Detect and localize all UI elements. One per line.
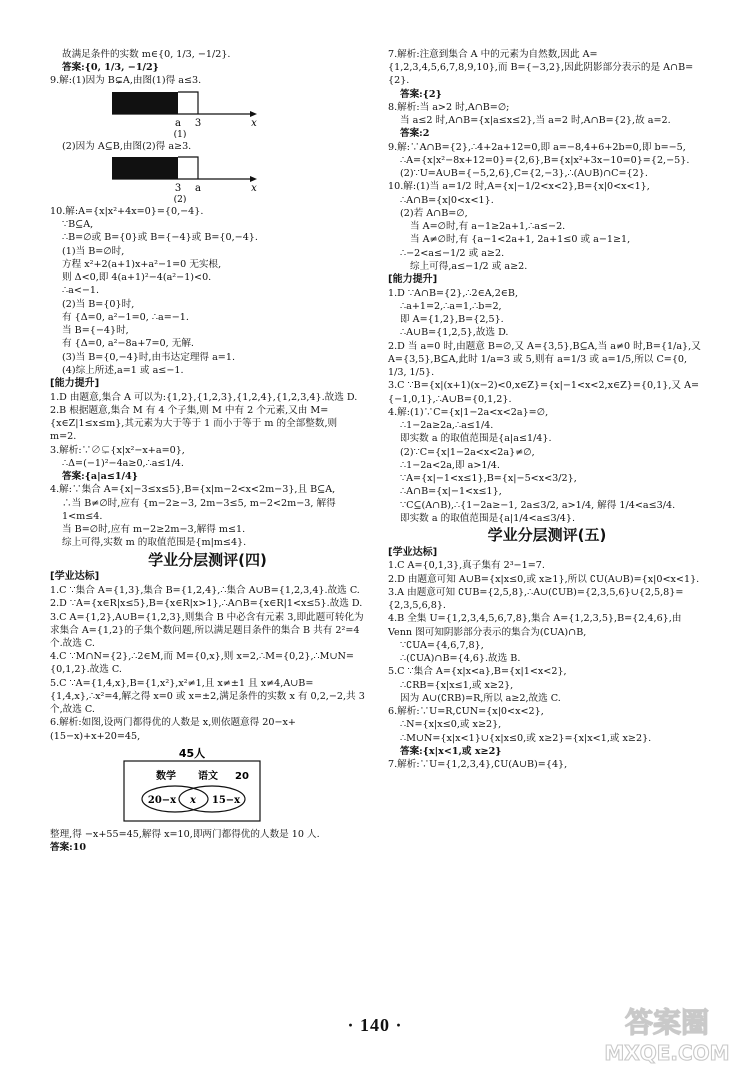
text-line: (2)因为 A⊆B,由图(2)得 a≥3. [62,140,192,152]
text-line: 1.D ∵A∩B={2},∴2∈A,2∈B, [388,287,519,299]
tick-label: a [175,117,181,129]
subsection-heading: 答案:10 [50,842,87,854]
text-line: 2.D 由题意可知 A∪B={x|x≤0,或 x≥1},所以 ∁U(A∪B)={x|0<x<1}. [388,573,700,585]
text-line: ∴A∩B={x|0<x<1}. [400,194,494,206]
text-line: 因为 A∪(∁RB)=R,所以 a≥2,故选 C. [400,692,561,704]
text-line: 当 B=∅时,应有 m−2≥2m−3,解得 m≤1. [62,524,246,536]
subsection-heading: 答案:{0, 1/3, −1/2} [62,62,159,74]
subsection-heading: [学业达标] [50,571,100,583]
text-line: 1.C A={0,1,3},真子集有 2³−1=7. [388,560,545,572]
text-line: 整理,得 −x+55=45,解得 x=10,即两门都得优的人数是 10 人. [50,828,320,840]
text-line: ∴−2<a≤−1/2 或 a≥2. [400,247,505,259]
axis-arrow [250,176,257,182]
text-line: 6.解析:∵U=R,∁UN={x|0<x<2}, [388,706,544,718]
subsection-heading: [能力提升] [388,273,438,285]
text-line: 有 {Δ=0, a²−1=0, ∴a=−1. [62,311,189,323]
text-line: 方程 x²+2(a+1)x+a²−1=0 无实根, [62,258,222,270]
tick-label: a [195,182,201,194]
subsection-heading: 答案:{2} [400,88,442,100]
text-line: 则 Δ<0,即 4(a+1)²−4(a²−1)<0. [62,272,212,284]
text-line: ∵B⊆A, [62,219,94,231]
axis-label: x [251,117,257,129]
venn-math-label: 数学 [156,770,176,782]
right-column [388,48,706,771]
section-title: 学业分层测评(五) [487,526,607,544]
left-column [50,48,365,854]
text-line: ∴A∩B={x|−1<x≤1}, [400,486,502,498]
text-line: ∴1−2a<2a,即 a>1/4. [400,459,500,471]
venn-total: 45人 [178,746,206,760]
text-line: ∴∁RB={x|x≤1,或 x≥2}, [400,679,514,691]
text-line: 7.解析:注意到集合 A 中的元素为自然数,因此 A={1,2,3,4,5,6,7,8,9,10},而 B={−3,2},因此阴影部分表示的是 A∩B={2}. [388,49,694,87]
text-line: ∴A∪B={1,2,5},故选 D. [400,327,509,339]
text-line: 即实数 a 的取值范围是{a|a≤1/4}. [400,433,552,445]
text-line: 当 A=∅时,有 a−1≥2a+1,∴a≤−2. [410,221,566,233]
set-bracket [178,157,198,179]
text-line: 2.D 当 a=0 时,由题意 B=∅,又 A={3,5},B⊆A,当 a≠0 时,B={1/a},又 A={3,5},B⊆A,此时 1/a=3 或 5,则有 a=1/3 或 a=1/5,所以 C={0, 1/3, 1/5}. [388,340,701,379]
watermark-logo [592,1000,742,1066]
text-line: 综上可得,实数 m 的取值范围是{m|m≤4}. [62,537,247,549]
text-line: 3.C ∵B={x|(x+1)(x−2)<0,x∈Z}={x|−1<x<2,x∈Z}={0,1},又 A={−1,0,1},∴A∪B={0,1,2}. [388,380,700,405]
venn-chinese-label: 语文 [198,770,218,782]
text-line: 有 {Δ=0, a²−8a+7=0, 无解. [62,338,194,350]
text-line: (2)若 A∩B=∅, [400,207,468,219]
text-line: ∴M∪N={x|x<1}∪{x|x≤0,或 x≥2}={x|x<1,或 x≥2}. [400,732,652,744]
text-line: 4.解:(1)∵C={x|1−2a<x<2a}=∅, [388,406,549,418]
text-line: ∵∁UA={4,6,7,8}, [400,639,484,651]
tick-label: 3 [174,182,182,194]
subsection-heading: [能力提升] [50,377,100,389]
text-line: (4)综上所述,a=1 或 a≤−1. [62,364,184,376]
text-line: 4.解:∵集合 A={x|−3≤x≤5},B={x|m−2<x<2m−3},且 B⊆A, [50,484,336,496]
text-line: ∴N={x|x≤0,或 x≥2}, [400,719,502,731]
text-line: ∴A={x|x²−8x+12=0}={2,6},B={x|x²+3x−10=0}={2,−5}. [400,154,690,166]
figure-caption: (1) [173,129,187,138]
subsection-heading: 答案:2 [400,128,430,140]
text-line: 5.C ∵集合 A={x|x<a},B={x|1<x<2}, [388,666,567,678]
subsection-heading: 答案:{a|a≤1/4} [62,471,138,483]
figure-1 [110,90,365,138]
text-line: (1)当 B=∅时, [62,245,125,257]
fig1-diagram [110,90,260,138]
text-line: 4.C ∵M∩N={2},∴2∈M,而 M={0,x},则 x=2,∴M={0,2},∴M∪N={0,1,2}.故选 C. [50,651,354,676]
text-line: (2)当 B={0}时, [62,298,135,310]
tick-label: 3 [194,117,202,129]
text-line: 3.A 由题意可知 ∁UB={2,5,8},∴A∪(∁UB)={2,3,5,6}∪{2,5,8}={2,3,5,6,8}. [388,586,684,612]
text-line: 即 A={1,2},B={2,5}. [400,314,504,326]
text-line: 故满足条件的实数 m∈{0, 1/3, −1/2}. [62,49,231,60]
text-line: 10.解:A={x|x²+4x=0}={0,−4}. [50,205,204,217]
figure-caption: (2) [173,194,187,203]
text-line: 当 A≠∅时,有 {a−1<2a+1, 2a+1≤0 或 a−1≥1, [410,234,631,246]
text-line: 2.B 根据题意,集合 M 有 4 个子集,则 M 中有 2 个元素,又由 M={x∈Z|1≤x≤m},其元素为大于等于 1 而小于等于 m 的全部整数,则 m=2. [50,405,338,443]
text-line: (2)∵C={x|1−2a<x<2a}≠∅, [400,446,535,458]
text-line: 当 B={−4}时, [62,325,129,337]
text-line: (3)当 B={0,−4}时,由韦达定理得 a=1. [62,351,235,363]
venn-both: x [190,794,196,806]
text-line: 3.解析:∵∅⊊{x|x²−x+a=0}, [50,444,185,456]
subsection-heading: [学业达标] [388,546,438,558]
text-line: 1.C ∵集合 A={1,3},集合 B={1,2,4},∴集合 A∪B={1,2,3,4}.故选 C. [50,585,360,597]
text-line: 8.解析:当 a>2 时,A∩B=∅; [388,101,510,113]
text-line: 9.解:(1)因为 B⊊A,由图(1)得 a≤3. [50,75,202,87]
venn-universe [124,761,260,821]
text-line: ∴1−2a≥2a,∴a≤1/4. [400,420,494,432]
text-line: 5.C ∵A={1,4,x},B={1,x²},x²≠1,且 x≠±1 且 x≠4,A∪B={1,4,x},∴x²=4,解之得 x=0 或 x=±2,满足条件的实数 x 有 0,2,−2,共 3 个,故选 C. [50,677,365,716]
venn-chinese-only: 15−x [211,794,241,806]
text-line: 3.C A={1,2},A∪B={1,2,3},则集合 B 中必含有元素 3,即此题可转化为求集合 A={1,2}的子集个数问题,所以满足题目条件的集合 B 共有 2²=4 个.故选 C. [50,611,364,650]
figure-2 [110,155,365,203]
text-line: 2.D ∵A={x∈R|x≤5},B={x∈R|x>1},∴A∩B={x∈R|1<x≤5}.故选 D. [50,598,363,610]
text-line: 4.B 全集 U={1,2,3,4,5,6,7,8},集合 A={1,2,3,5},B={2,4,6},由 Venn 图可知阴影部分表示的集合为(∁UA)∩B, [388,613,682,638]
section-title: 学业分层测评(四) [148,550,267,569]
axis-label: x [251,182,257,194]
text-line: 10.解:(1)当 a=1/2 时,A={x|−1/2<x<2},B={x|0<x<1}, [388,181,650,193]
text-line: ∴Δ=(−1)²−4a≥0,∴a≤1/4. [62,457,184,469]
venn-outside-count: 20 [235,770,249,782]
text-line: 即实数 a 的取值范围是{a|1/4<a≤3/4}. [400,512,576,524]
watermark-url: MXQE.COM [604,1041,730,1065]
shaded-region [112,157,178,179]
text-line: ∴B=∅或 B={0}或 B={−4}或 B={0,−4}. [62,232,258,244]
text-line: ∴(∁UA)∩B={4,6}.故选 B. [400,653,521,665]
text-line: ∴a+1=2,∴a=1,∴b=2, [400,301,502,313]
venn-figure [120,746,365,824]
watermark-cn: 答案圈 [624,1006,710,1039]
shaded-region [112,92,178,114]
text-line: 6.解析:如图,设两门都得优的人数是 x,则依题意得 20−x+(15−x)+x+20=45, [50,717,296,742]
text-line: 当 a≤2 时,A∩B={x|a≤x≤2},当 a=2 时,A∩B={2},故 a=2. [400,115,671,127]
text-line: 9.解:∵A∩B={2},∴4+2a+12=0,即 a=−8,4+6+2b=0,即 b=−5, [388,141,686,153]
text-line: 1.D 由题意,集合 A 可以为:{1,2},{1,2,3},{1,2,4},{1,2,3,4}.故选 D. [50,391,358,403]
axis-arrow [250,111,257,117]
subsection-heading: 答案:{x|x<1,或 x≥2} [400,745,502,757]
text-line: 7.解析:∵U={1,2,3,4},∁U(A∪B)={4}, [388,759,568,770]
set-bracket [178,92,198,114]
venn-math-only: 20−x [147,794,177,806]
text-line: ∵C⊆(A∩B),∴{1−2a≥−1, 2a≤3/2, a>1/4, 解得 1/4<a≤3/4. [400,499,676,511]
text-line: ∴a<−1. [62,285,100,297]
venn-diagram [120,746,270,824]
text-line: ∴当 B≠∅时,应有 {m−2≥−3, 2m−3≤5, m−2<2m−3, 解得 1<m≤4. [62,497,336,522]
text-line: (2)∵U=A∪B={−5,2,6},C={2,−3},∴(A∪B)∩C={2}. [400,168,648,180]
page-number: · 140 · [347,1015,403,1035]
text-line: 综上可得,a≤−1/2 或 a≥2. [410,260,528,272]
text-line: ∵A={x|−1<x≤1},B={x|−5<x<3/2}, [400,473,577,485]
fig2-diagram [110,155,260,203]
